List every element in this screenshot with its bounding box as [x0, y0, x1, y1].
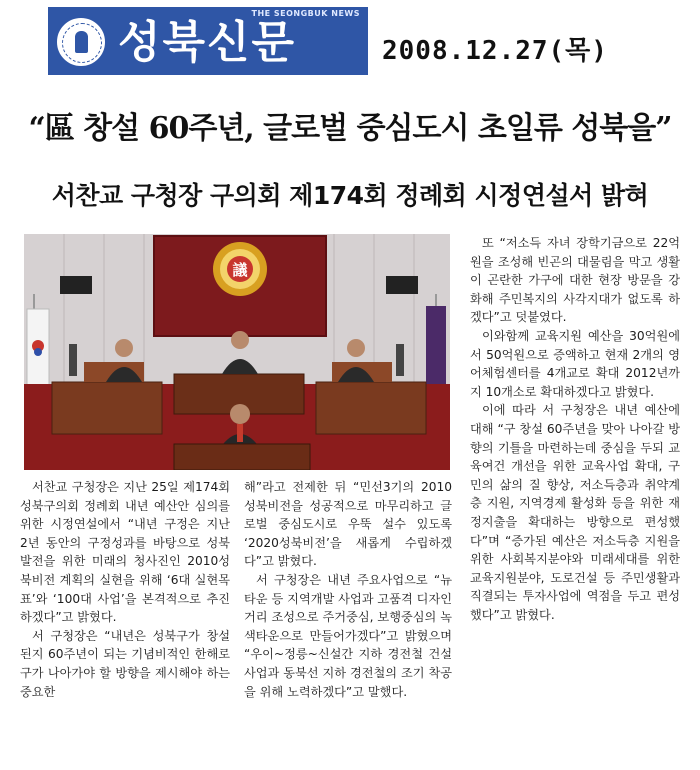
district-seal-icon [54, 15, 108, 69]
article-paragraph: 해”라고 전제한 뒤 “민선3기의 2010성북비전을 성공적으로 마무리하고 글로벌 중심도시로 우뚝 설수 있도록 ‘2020성북비전’을 새롭게 수립하겠다”고 밝혔다. [244, 480, 452, 569]
subheadline: 서찬교 구청장 구의회 제174회 정례회 시정연설서 밝혀 [51, 181, 649, 210]
masthead-logo [48, 7, 368, 75]
article-paragraph: 서 구청장은 내년 주요사업으로 “뉴타운 등 지역개발 사업과 고품격 디자인거리 조성으로 주거중심, 보행중심의 녹색타운으로 만들어가겠다”고 밝혔으며 “우이~정릉~신설간 지하 경전철 건설사업과 동북선 지하 경전철의 조기 착공을 위해 노력하겠다”고 말했다. [244, 572, 452, 699]
council-emblem-icon [213, 242, 267, 296]
headline: “區 창설 60주년, 글로벌 중심도시 초일류 성북을” [28, 111, 672, 146]
article-paragraph: 서찬교 구청장은 지난 25일 제174회 성북구의회 정례회 내년 예산안 심의를 위한 시정연설에서 “내년 구정은 지난 2년 동안의 구정성과를 바탕으로 성북 발전을 위한 미래의 청사진인 2010성북비전 계획의 실현을 위해 ‘6대 실현목표’와 ‘100대 사업’을 본격적으로 추진하겠다”고 밝혔다. [20, 480, 230, 625]
article-paragraph: 이와함께 교육지원 예산을 30억원에서 50억원으로 증액하고 현재 2개의 영어체험센터를 4개교로 확대 2012년까지 10개소로 확대하겠다고 밝혔다. [470, 328, 680, 399]
article-paragraph: 이에 따라 서 구청장은 내년 예산에 대해 “구 창설 60주년을 맞아 나아갈 방향의 기틀을 마련하는데 중심을 두되 교육여건 개선을 위한 교육사업 확대, 구민의 삶의 질 향상, 저소득층과 취약계층 지원, 지역경제 활성화 등을 위한 재정지출을 확대하는 방향으로 편성했다”며 “증가된 예산은 저소득층 지원을 위한 사회복지분야와 미래세대를 위한 교육지원분야, 도로건설 등 주민생활과 직결되는 투자사업에 역점을 두고 편성했다”고 밝혔다. [470, 403, 680, 622]
issue-date: 2008.12.27(목) [382, 36, 608, 66]
article-column-2 [244, 478, 452, 701]
masthead-tagline: THE SEONGBUK NEWS [251, 9, 360, 18]
article-paragraph: 또 “저소득 자녀 장학기금으로 22억원을 조성해 빈곤의 대물림을 막고 생활이 곤란한 가구에 대한 현장 방문을 강화해 주민복지의 사각지대가 없도록 하겠다”고 덧붙였다. [470, 236, 680, 325]
council-emblem-glyph: 議 [232, 261, 248, 279]
article-paragraph: 서 구청장은 “내년은 성북구가 창설된지 60주년이 되는 기념비적인 한해로 구가 나아가야 할 방향을 제시해야 하는 중요한 [20, 628, 230, 699]
article-column-3 [470, 234, 680, 624]
article-column-1 [20, 478, 230, 701]
newspaper-brand: 성북신문 [118, 17, 297, 68]
council-session-photo [24, 234, 450, 470]
council-chamber-illustration [24, 234, 450, 470]
